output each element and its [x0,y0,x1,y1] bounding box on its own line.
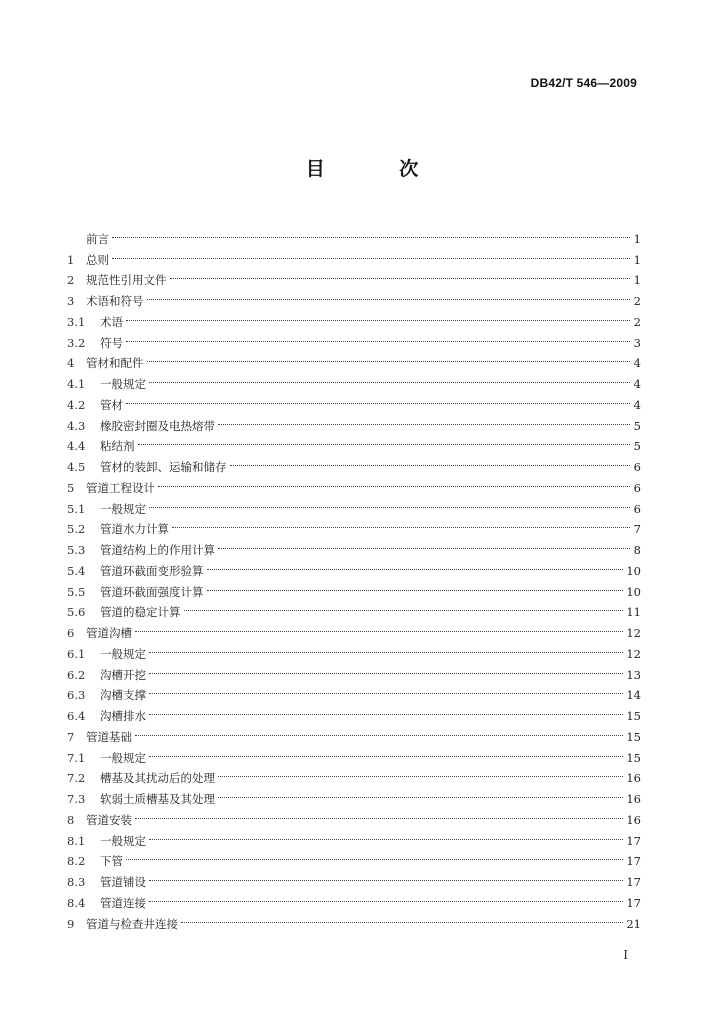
toc-entry-page: 10 [626,584,641,599]
toc-dot-leader [149,637,623,658]
toc-entry-page: 21 [626,916,641,931]
toc-dot-leader [149,658,623,679]
toc-entry[interactable] [67,430,641,454]
toc-entry-page: 13 [626,667,641,682]
toc-dot-leader [138,430,631,451]
toc-dot-leader [149,824,623,845]
toc-entry-title: 管道基础 [86,729,132,744]
toc-entry-number: 3.2 [67,335,86,350]
toc-entry-number: 8.3 [67,875,86,889]
toc-entry-number: 5 [67,480,75,495]
toc-dot-leader [126,326,630,347]
toc-entry[interactable] [67,616,641,640]
toc-entry-number: 7.1 [67,750,86,765]
toc-entry-number: 4.5 [67,460,86,474]
toc-dot-leader [184,596,624,617]
toc-entry-page: 4 [633,397,641,412]
toc-entry[interactable] [67,284,641,308]
toc-entry[interactable] [67,388,641,412]
toc-entry-page: 11 [626,605,641,620]
toc-entry-title: 管道安装 [86,812,132,827]
toc-entry-page: 14 [626,688,641,703]
toc-entry-number: 6.3 [67,688,86,703]
toc-entry[interactable] [67,513,641,537]
toc-dot-leader [112,222,630,243]
toc-entry-title: 橡胶密封圈及电热熔带 [100,418,215,433]
toc-entry-page: 1 [633,231,641,246]
toc-entry[interactable] [67,699,641,723]
toc-dot-leader [135,803,623,824]
toc-dot-leader [218,762,623,783]
toc-entry-number: 8 [67,812,75,827]
toc-entry-title: 规范性引用文件 [86,273,167,288]
toc-entry-page: 1 [633,273,641,288]
toc-dot-leader [149,679,623,700]
toc-entry-number: 6.4 [67,709,86,723]
toc-dot-leader [149,492,630,513]
toc-entry[interactable] [67,347,641,371]
toc-entry[interactable] [67,450,641,474]
toc-dot-leader [149,886,623,907]
toc-entry-page: 2 [633,314,641,329]
toc-dot-leader [218,409,630,430]
toc-dot-leader [170,264,631,285]
toc-entry-number: 1 [67,252,75,267]
toc-entry-page: 4 [633,377,641,391]
toc-entry[interactable] [67,845,641,869]
toc-entry-number: 5.5 [67,584,86,599]
toc-entry-number: 9 [67,916,75,931]
toc-dot-leader [218,533,630,554]
toc-entry[interactable] [67,326,641,350]
toc-entry-number: 4.1 [67,377,86,391]
toc-entry[interactable] [67,409,641,433]
toc-entry-title: 管道环截面强度计算 [100,584,204,599]
toc-entry-page: 5 [633,418,641,433]
toc-entry-page: 12 [626,626,641,640]
toc-entry-title: 管道连接 [100,895,146,910]
toc-entry-page: 7 [633,522,641,537]
toc-entry-title: 管道环截面变形验算 [100,563,204,578]
toc-dot-leader [149,741,623,762]
toc-entry-number: 5.4 [67,563,86,578]
toc-entry-number: 3.1 [67,314,86,329]
toc-entry-title: 管材 [100,397,123,412]
toc-dot-leader [218,782,623,803]
toc-entry[interactable] [67,762,641,786]
toc-dot-leader [126,845,623,866]
toc-dot-leader [147,347,631,368]
toc-entry-title: 管道水力计算 [100,522,169,537]
toc-entry-page: 6 [633,460,641,474]
toc-entry-number: 7.2 [67,771,86,786]
toc-dot-leader [207,575,624,596]
toc-entry-number: 4.2 [67,397,86,412]
toc-dot-leader [207,554,624,575]
toc-dot-leader [135,720,623,741]
toc-entry[interactable] [67,720,641,744]
page-number: I [623,948,628,962]
toc-entry-title: 沟槽支撑 [100,688,146,703]
toc-entry[interactable] [67,305,641,329]
toc-entry[interactable] [67,679,641,703]
toc-entry-number: 8.1 [67,833,86,848]
toc-entry-number: 4.4 [67,439,86,454]
toc-dot-leader [230,450,631,471]
toc-entry-page: 15 [626,709,641,723]
toc-entry-title: 一般规定 [100,377,146,391]
toc-entry-page: 17 [626,833,641,848]
toc-entry[interactable] [67,222,641,246]
page-title: 目 次 [305,158,453,180]
toc-entry-page: 12 [626,646,641,661]
toc-entry[interactable] [67,865,641,889]
toc-entry-number: 6 [67,626,75,640]
toc-entry-title: 管道与检查井连接 [86,916,178,931]
toc-entry-title: 术语和符号 [86,294,144,308]
toc-entry[interactable] [67,907,641,931]
toc-entry[interactable] [67,243,641,267]
toc-entry-number: 6.2 [67,667,86,682]
toc-entry-page: 8 [633,543,641,557]
toc-entry-page: 2 [633,294,641,308]
toc-entry-number: 8.2 [67,854,86,869]
toc-entry-title: 槽基及其扰动后的处理 [100,771,215,786]
toc-entry-title: 管道工程设计 [86,480,155,495]
toc-entry-title: 一般规定 [100,646,146,661]
toc-entry[interactable] [67,803,641,827]
toc-entry-page: 16 [626,771,641,786]
toc-entry-title: 管材的装卸、运输和储存 [100,460,227,474]
toc-dot-leader [181,907,623,928]
toc-entry-title: 下管 [100,854,123,869]
toc-entry[interactable] [67,492,641,516]
toc-entry-number: 7 [67,729,75,744]
toc-dot-leader [147,284,631,305]
toc-entry-title: 管道沟槽 [86,626,132,640]
toc-dot-leader [149,367,630,388]
toc-entry-page: 3 [633,335,641,350]
toc-entry-title: 粘结剂 [100,439,135,454]
toc-dot-leader [172,513,630,534]
toc-entry-title: 一般规定 [100,501,146,516]
toc-entry-title: 一般规定 [100,750,146,765]
toc-dot-leader [135,616,623,637]
toc-dot-leader [126,388,630,409]
toc-entry-page: 1 [633,252,641,267]
toc-entry[interactable] [67,886,641,910]
toc-entry-title: 沟槽开挖 [100,667,146,682]
document-code: DB42/T 546—2009 [530,76,637,90]
toc-entry-title: 一般规定 [100,833,146,848]
toc-dot-leader [149,699,623,720]
toc-entry-title: 软弱土质槽基及其处理 [100,792,215,806]
toc-entry-page: 10 [626,563,641,578]
toc-entry-page: 17 [626,854,641,869]
toc-entry-page: 6 [633,480,641,495]
toc-entry-number: 4 [67,356,75,371]
toc-entry[interactable] [67,637,641,661]
toc-entry-number: 2 [67,273,75,288]
toc-entry-title: 符号 [100,335,123,350]
toc-entry-page: 6 [633,501,641,516]
toc-entry-page: 16 [626,792,641,806]
table-of-contents [67,222,641,931]
toc-entry-number: 5.3 [67,543,86,557]
toc-entry-number: 5.2 [67,522,86,537]
toc-entry-page: 4 [633,356,641,371]
toc-dot-leader [126,305,630,326]
toc-entry-title: 管材和配件 [86,356,144,371]
toc-entry-number: 6.1 [67,646,86,661]
toc-entry[interactable] [67,741,641,765]
toc-entry-page: 17 [626,875,641,889]
toc-entry-title: 管道铺设 [100,875,146,889]
toc-entry[interactable] [67,367,641,391]
toc-entry-number: 5.1 [67,501,86,516]
toc-entry-number: 4.3 [67,418,86,433]
toc-entry-title: 术语 [100,314,123,329]
toc-entry-title: 前言 [86,231,109,246]
toc-entry[interactable] [67,658,641,682]
toc-entry-number: 8.4 [67,895,86,910]
toc-entry[interactable] [67,264,641,288]
toc-entry-page: 5 [633,439,641,454]
toc-entry-page: 15 [626,750,641,765]
toc-entry-title: 管道结构上的作用计算 [100,543,215,557]
toc-dot-leader [158,471,630,492]
toc-entry-number: 5.6 [67,605,86,620]
toc-entry-page: 15 [626,729,641,744]
toc-entry-page: 16 [626,812,641,827]
toc-dot-leader [112,243,630,264]
toc-dot-leader [149,865,623,886]
toc-entry-number: 7.3 [67,792,86,806]
toc-entry-page: 17 [626,895,641,910]
toc-entry-title: 沟槽排水 [100,709,146,723]
toc-entry-title: 总则 [86,252,109,267]
toc-entry-title: 管道的稳定计算 [100,605,181,620]
toc-entry[interactable] [67,824,641,848]
toc-entry-number: 3 [67,294,75,308]
